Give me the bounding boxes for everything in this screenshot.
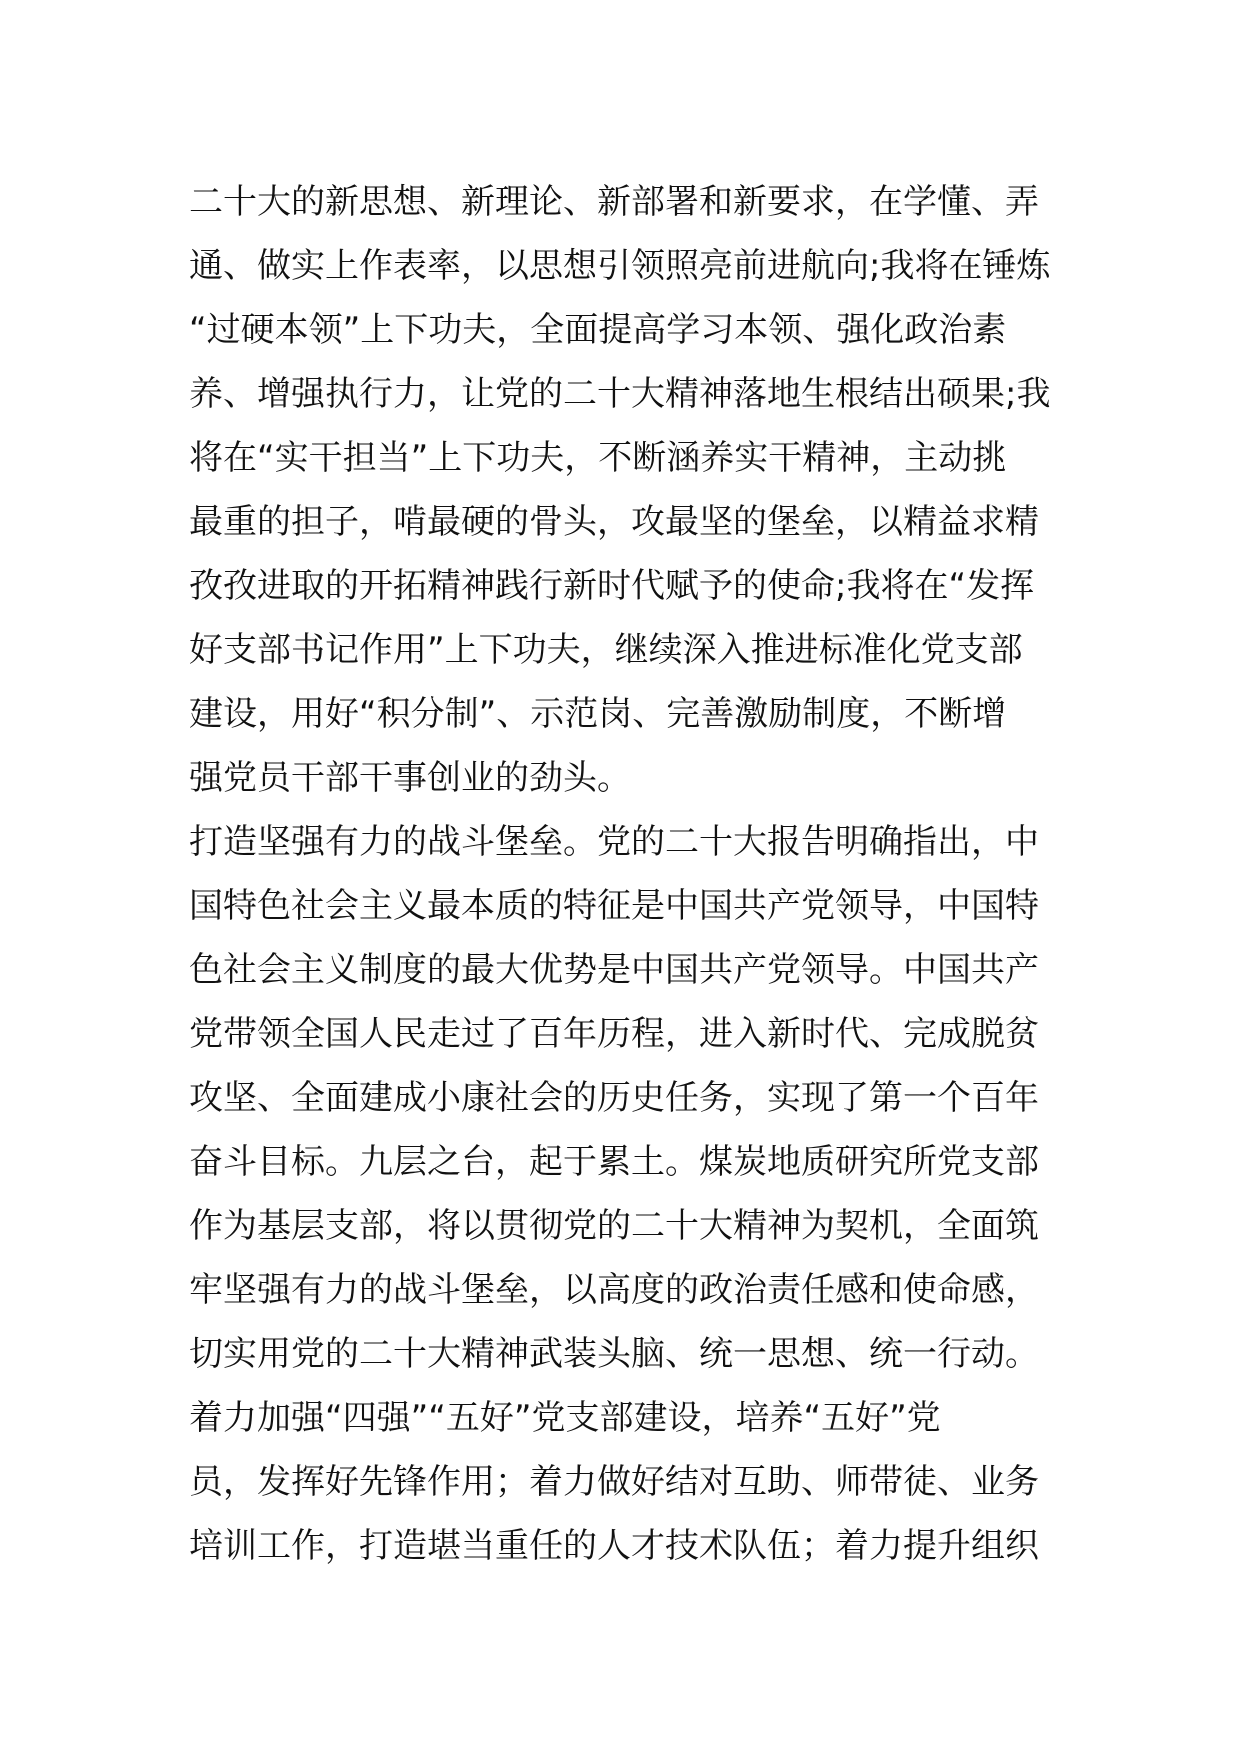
- text-line: 最重的担子，啃最硬的骨头，攻最坚的堡垒，以精益求精: [189, 502, 1039, 542]
- text-line: 牢坚强有力的战斗堡垒，以高度的政治责任感和使命感，: [189, 1270, 1039, 1310]
- text-line: 作为基层支部，将以贯彻党的二十大精神为契机，全面筑: [189, 1206, 1039, 1246]
- text-line: 打造坚强有力的战斗堡垒。党的二十大报告明确指出，中: [189, 822, 1039, 862]
- text-line: 孜孜进取的开拓精神践行新时代赋予的使命;我将在“发挥: [189, 566, 1035, 606]
- text-line: 二十大的新思想、新理论、新部署和新要求，在学懂、弄: [189, 182, 1039, 222]
- text-line: 养、增强执行力，让党的二十大精神落地生根结出硕果;我: [189, 374, 1051, 414]
- text-line: 着力加强“四强”“五好”党支部建设，培养“五好”党: [189, 1398, 941, 1438]
- text-line: 国特色社会主义最本质的特征是中国共产党领导，中国特: [189, 886, 1039, 926]
- text-line: “过硬本领”上下功夫，全面提高学习本领、强化政治素: [189, 310, 1007, 350]
- text-line: 好支部书记作用”上下功夫，继续深入推进标准化党支部: [189, 630, 1023, 670]
- text-line: 将在“实干担当”上下功夫，不断涵养实干精神，主动挑: [189, 438, 1007, 478]
- text-line: 色社会主义制度的最大优势是中国共产党领导。中国共产: [189, 950, 1039, 990]
- body-text: [189, 170, 1059, 1578]
- text-line: 培训工作，打造堪当重任的人才技术队伍；着力提升组织: [189, 1526, 1039, 1566]
- text-line: 切实用党的二十大精神武装头脑、统一思想、统一行动。: [189, 1334, 1039, 1374]
- text-line: 员，发挥好先锋作用；着力做好结对互助、师带徒、业务: [189, 1462, 1039, 1502]
- text-line: 党带领全国人民走过了百年历程，进入新时代、完成脱贫: [189, 1014, 1039, 1054]
- text-line: 奋斗目标。九层之台，起于累土。煤炭地质研究所党支部: [189, 1142, 1039, 1182]
- text-line: 强党员干部干事创业的劲头。: [189, 758, 631, 798]
- text-line: 建设，用好“积分制”、示范岗、完善激励制度，不断增: [189, 694, 1007, 734]
- text-line: 攻坚、全面建成小康社会的历史任务，实现了第一个百年: [189, 1078, 1039, 1118]
- text-line: 通、做实上作表率，以思想引领照亮前进航向;我将在锤炼: [189, 246, 1051, 286]
